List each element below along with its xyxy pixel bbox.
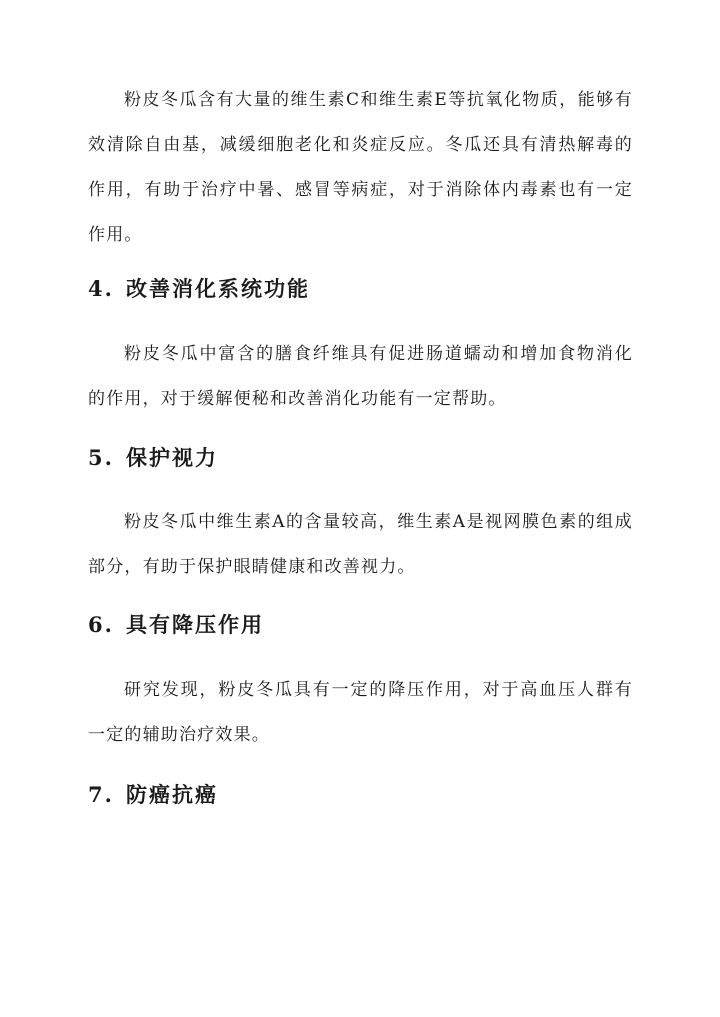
paragraph-vision: 粉皮冬瓜中维生素A的含量较高，维生素A是视网膜色素的组成部分，有助于保护眼睛健康和改善视力。: [88, 512, 633, 577]
paragraph-antioxidant: 粉皮冬瓜含有大量的维生素C和维生素E等抗氧化物质，能够有效清除自由基，减缓细胞老化和炎症反应。冬瓜还具有清热解毒的作用，有助于治疗中暑、感冒等病症，对于消除体内毒素也有一定作用。: [88, 90, 633, 245]
section-title: 改善消化系统功能: [126, 276, 310, 301]
section-heading-digestion: [88, 274, 633, 304]
paragraph-blood-pressure: 研究发现，粉皮冬瓜具有一定的降压作用，对于高血压人群有一定的辅助治疗效果。: [88, 680, 633, 745]
section-title: 具有降压作用: [126, 612, 264, 637]
section-number: 7.: [88, 782, 114, 807]
paragraph-digestion: 粉皮冬瓜中富含的膳食纤维具有促进肠道蠕动和增加食物消化的作用，对于缓解便秘和改善消化功能有一定帮助。: [88, 344, 633, 409]
section-number: 5.: [88, 445, 114, 470]
section-number: 4.: [88, 276, 114, 301]
section-title: 保护视力: [126, 445, 218, 470]
section-heading-vision: [88, 443, 633, 473]
section-title: 防癌抗癌: [126, 782, 218, 807]
section-heading-anticancer: [88, 780, 633, 810]
section-number: 6.: [88, 612, 114, 637]
section-heading-blood-pressure: [88, 610, 633, 640]
